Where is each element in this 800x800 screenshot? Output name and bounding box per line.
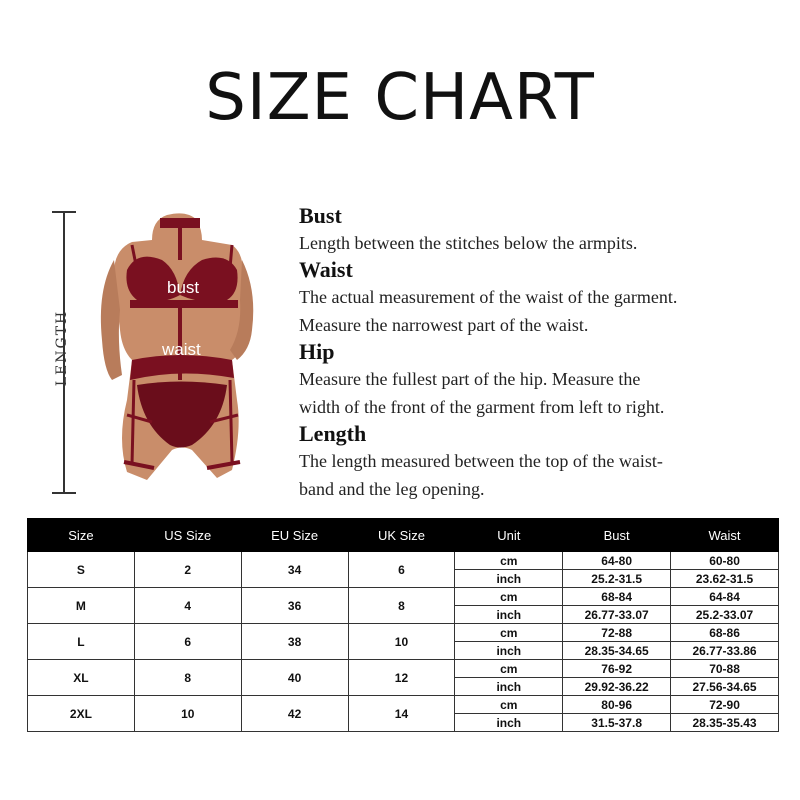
cell-bust: 29.92-36.22 — [563, 678, 671, 696]
cell-bust: 26.77-33.07 — [563, 606, 671, 624]
cell-waist: 70-88 — [671, 660, 779, 678]
description-text: Measure the fullest part of the hip. Measure the — [299, 369, 641, 389]
cell-us: 2 — [134, 552, 241, 588]
header-us-size: US Size — [134, 519, 241, 552]
description-text: The length measured between the top of the waist- — [299, 451, 663, 471]
description-heading: Bust — [299, 203, 342, 228]
cell-eu: 40 — [241, 660, 348, 696]
cell-size: XL — [28, 660, 135, 696]
hip-description — [299, 339, 789, 421]
cell-eu: 38 — [241, 624, 348, 660]
cell-size: S — [28, 552, 135, 588]
cell-eu: 36 — [241, 588, 348, 624]
table-row — [28, 660, 779, 678]
cell-unit: inch — [455, 606, 563, 624]
cell-waist: 64-84 — [671, 588, 779, 606]
cell-bust: 31.5-37.8 — [563, 714, 671, 732]
table-row — [28, 624, 779, 642]
cell-unit: cm — [455, 624, 563, 642]
description-text: Measure the narrowest part of the waist. — [299, 315, 589, 335]
cell-bust: 64-80 — [563, 552, 671, 570]
cell-waist: 28.35-35.43 — [671, 714, 779, 732]
cell-eu: 42 — [241, 696, 348, 732]
length-description — [299, 421, 789, 503]
cell-unit: cm — [455, 696, 563, 714]
ruler-label: LENGTH — [54, 309, 70, 387]
cell-bust: 76-92 — [563, 660, 671, 678]
cell-unit: inch — [455, 570, 563, 588]
table-header-row — [28, 519, 779, 552]
cell-us: 10 — [134, 696, 241, 732]
cell-unit: inch — [455, 714, 563, 732]
description-text: width of the front of the garment from left to right. — [299, 397, 665, 417]
cell-bust: 28.35-34.65 — [563, 642, 671, 660]
cell-uk: 10 — [348, 624, 455, 660]
waist-band — [130, 300, 238, 308]
cell-waist: 27.56-34.65 — [671, 678, 779, 696]
cell-waist: 72-90 — [671, 696, 779, 714]
measurement-descriptions — [299, 203, 789, 503]
cell-bust: 80-96 — [563, 696, 671, 714]
description-text: The actual measurement of the waist of the garment. — [299, 287, 678, 307]
cell-waist: 25.2-33.07 — [671, 606, 779, 624]
ruler-bottom-tick — [52, 492, 76, 494]
cell-unit: cm — [455, 660, 563, 678]
cell-bust: 25.2-31.5 — [563, 570, 671, 588]
table-row — [28, 552, 779, 570]
header-eu-size: EU Size — [241, 519, 348, 552]
cell-us: 8 — [134, 660, 241, 696]
header-waist: Waist — [671, 519, 779, 552]
bust-label: bust — [167, 278, 200, 297]
header-unit: Unit — [455, 519, 563, 552]
description-text: band and the leg opening. — [299, 479, 485, 499]
cell-waist: 60-80 — [671, 552, 779, 570]
model-figure — [92, 200, 272, 500]
cell-eu: 34 — [241, 552, 348, 588]
size-table — [27, 518, 779, 732]
table-row — [28, 588, 779, 606]
description-text: Length between the stitches below the armpits. — [299, 233, 638, 253]
cell-size: M — [28, 588, 135, 624]
cell-uk: 12 — [348, 660, 455, 696]
cell-size: 2XL — [28, 696, 135, 732]
cell-waist: 23.62-31.5 — [671, 570, 779, 588]
bust-description — [299, 203, 789, 257]
waist-label: waist — [162, 340, 201, 359]
cell-us: 4 — [134, 588, 241, 624]
cell-uk: 8 — [348, 588, 455, 624]
cell-bust: 72-88 — [563, 624, 671, 642]
length-ruler — [40, 210, 90, 495]
cell-unit: cm — [455, 588, 563, 606]
header-bust: Bust — [563, 519, 671, 552]
cell-us: 6 — [134, 624, 241, 660]
table-row — [28, 696, 779, 714]
cell-waist: 26.77-33.86 — [671, 642, 779, 660]
page-title: SIZE CHART — [205, 61, 595, 135]
cell-uk: 14 — [348, 696, 455, 732]
cell-waist: 68-86 — [671, 624, 779, 642]
description-heading: Hip — [299, 339, 335, 364]
header-uk-size: UK Size — [348, 519, 455, 552]
cell-bust: 68-84 — [563, 588, 671, 606]
waist-description — [299, 257, 789, 339]
choker — [160, 218, 200, 228]
description-heading: Waist — [299, 257, 353, 282]
description-heading: Length — [299, 421, 367, 446]
cell-unit: inch — [455, 678, 563, 696]
cell-uk: 6 — [348, 552, 455, 588]
cell-size: L — [28, 624, 135, 660]
cell-unit: inch — [455, 642, 563, 660]
cell-unit: cm — [455, 552, 563, 570]
header-size: Size — [28, 519, 135, 552]
